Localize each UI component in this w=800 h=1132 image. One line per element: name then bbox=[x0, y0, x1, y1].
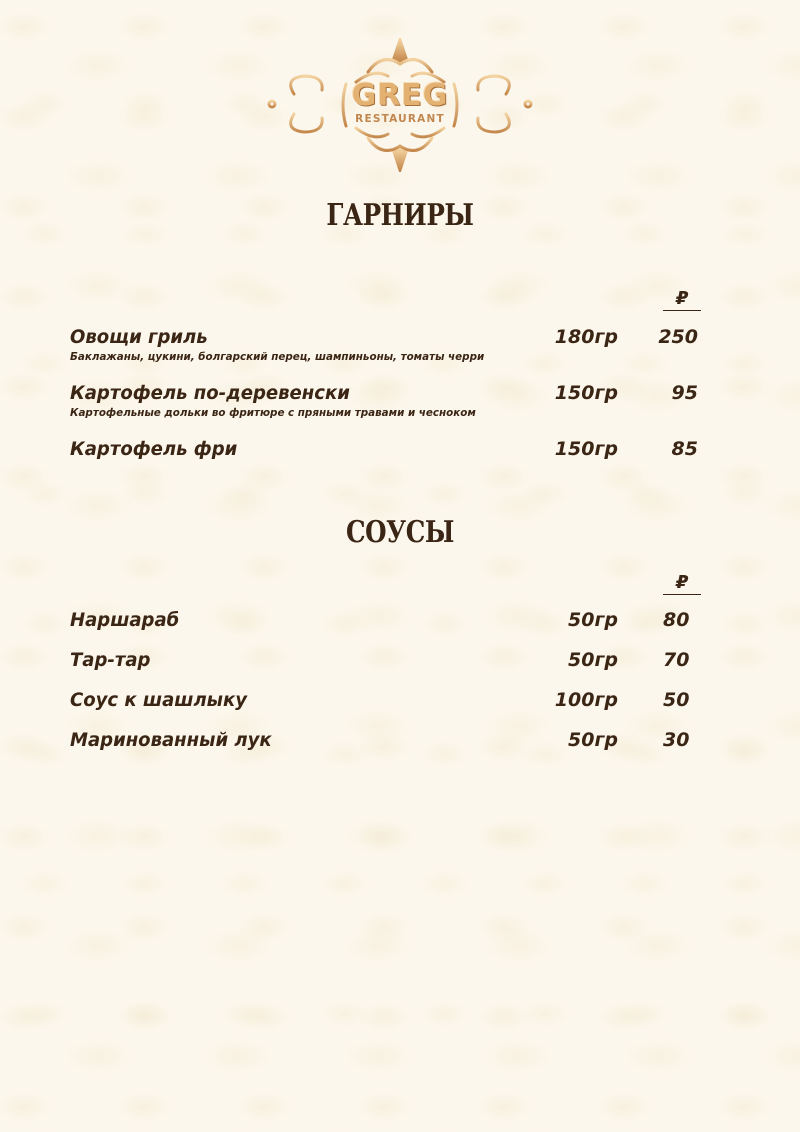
item-price: 70 bbox=[663, 649, 690, 671]
item-price: 250 bbox=[658, 326, 698, 348]
currency-header: ₽ bbox=[663, 573, 701, 595]
item-description: Картофельные дольки во фритюре с пряными травами и чесноком bbox=[70, 406, 476, 419]
item-price: 95 bbox=[671, 382, 698, 404]
item-weight: 180гр bbox=[554, 326, 618, 348]
section-title-sauces: СОУСЫ bbox=[345, 515, 455, 550]
currency-header: ₽ bbox=[663, 289, 701, 311]
item-name: Картофель по-деревенски bbox=[70, 382, 350, 404]
logo-title: GREG bbox=[351, 78, 449, 113]
item-weight: 50гр bbox=[568, 649, 618, 671]
item-price: 30 bbox=[663, 729, 690, 751]
logo-subtitle: RESTAURANT bbox=[355, 113, 445, 125]
section-title-garnishes: ГАРНИРЫ bbox=[326, 198, 474, 233]
item-weight: 50гр bbox=[568, 729, 618, 751]
restaurant-logo bbox=[264, 38, 536, 172]
item-name: Тар-тар bbox=[70, 649, 151, 671]
item-price: 85 bbox=[671, 438, 698, 460]
item-weight: 50гр bbox=[568, 609, 618, 631]
item-name: Маринованный лук bbox=[70, 729, 272, 751]
item-weight: 150гр bbox=[554, 382, 618, 404]
item-price: 50 bbox=[663, 689, 690, 711]
item-weight: 100гр bbox=[554, 689, 618, 711]
item-description: Баклажаны, цукини, болгарский перец, шампиньоны, томаты черри bbox=[70, 350, 485, 363]
item-name: Соус к шашлыку bbox=[70, 689, 248, 711]
item-name: Овощи гриль bbox=[70, 326, 208, 348]
item-price: 80 bbox=[663, 609, 690, 631]
item-name: Наршараб bbox=[70, 609, 180, 631]
item-name: Картофель фри bbox=[70, 438, 238, 460]
item-weight: 150гр bbox=[554, 438, 618, 460]
